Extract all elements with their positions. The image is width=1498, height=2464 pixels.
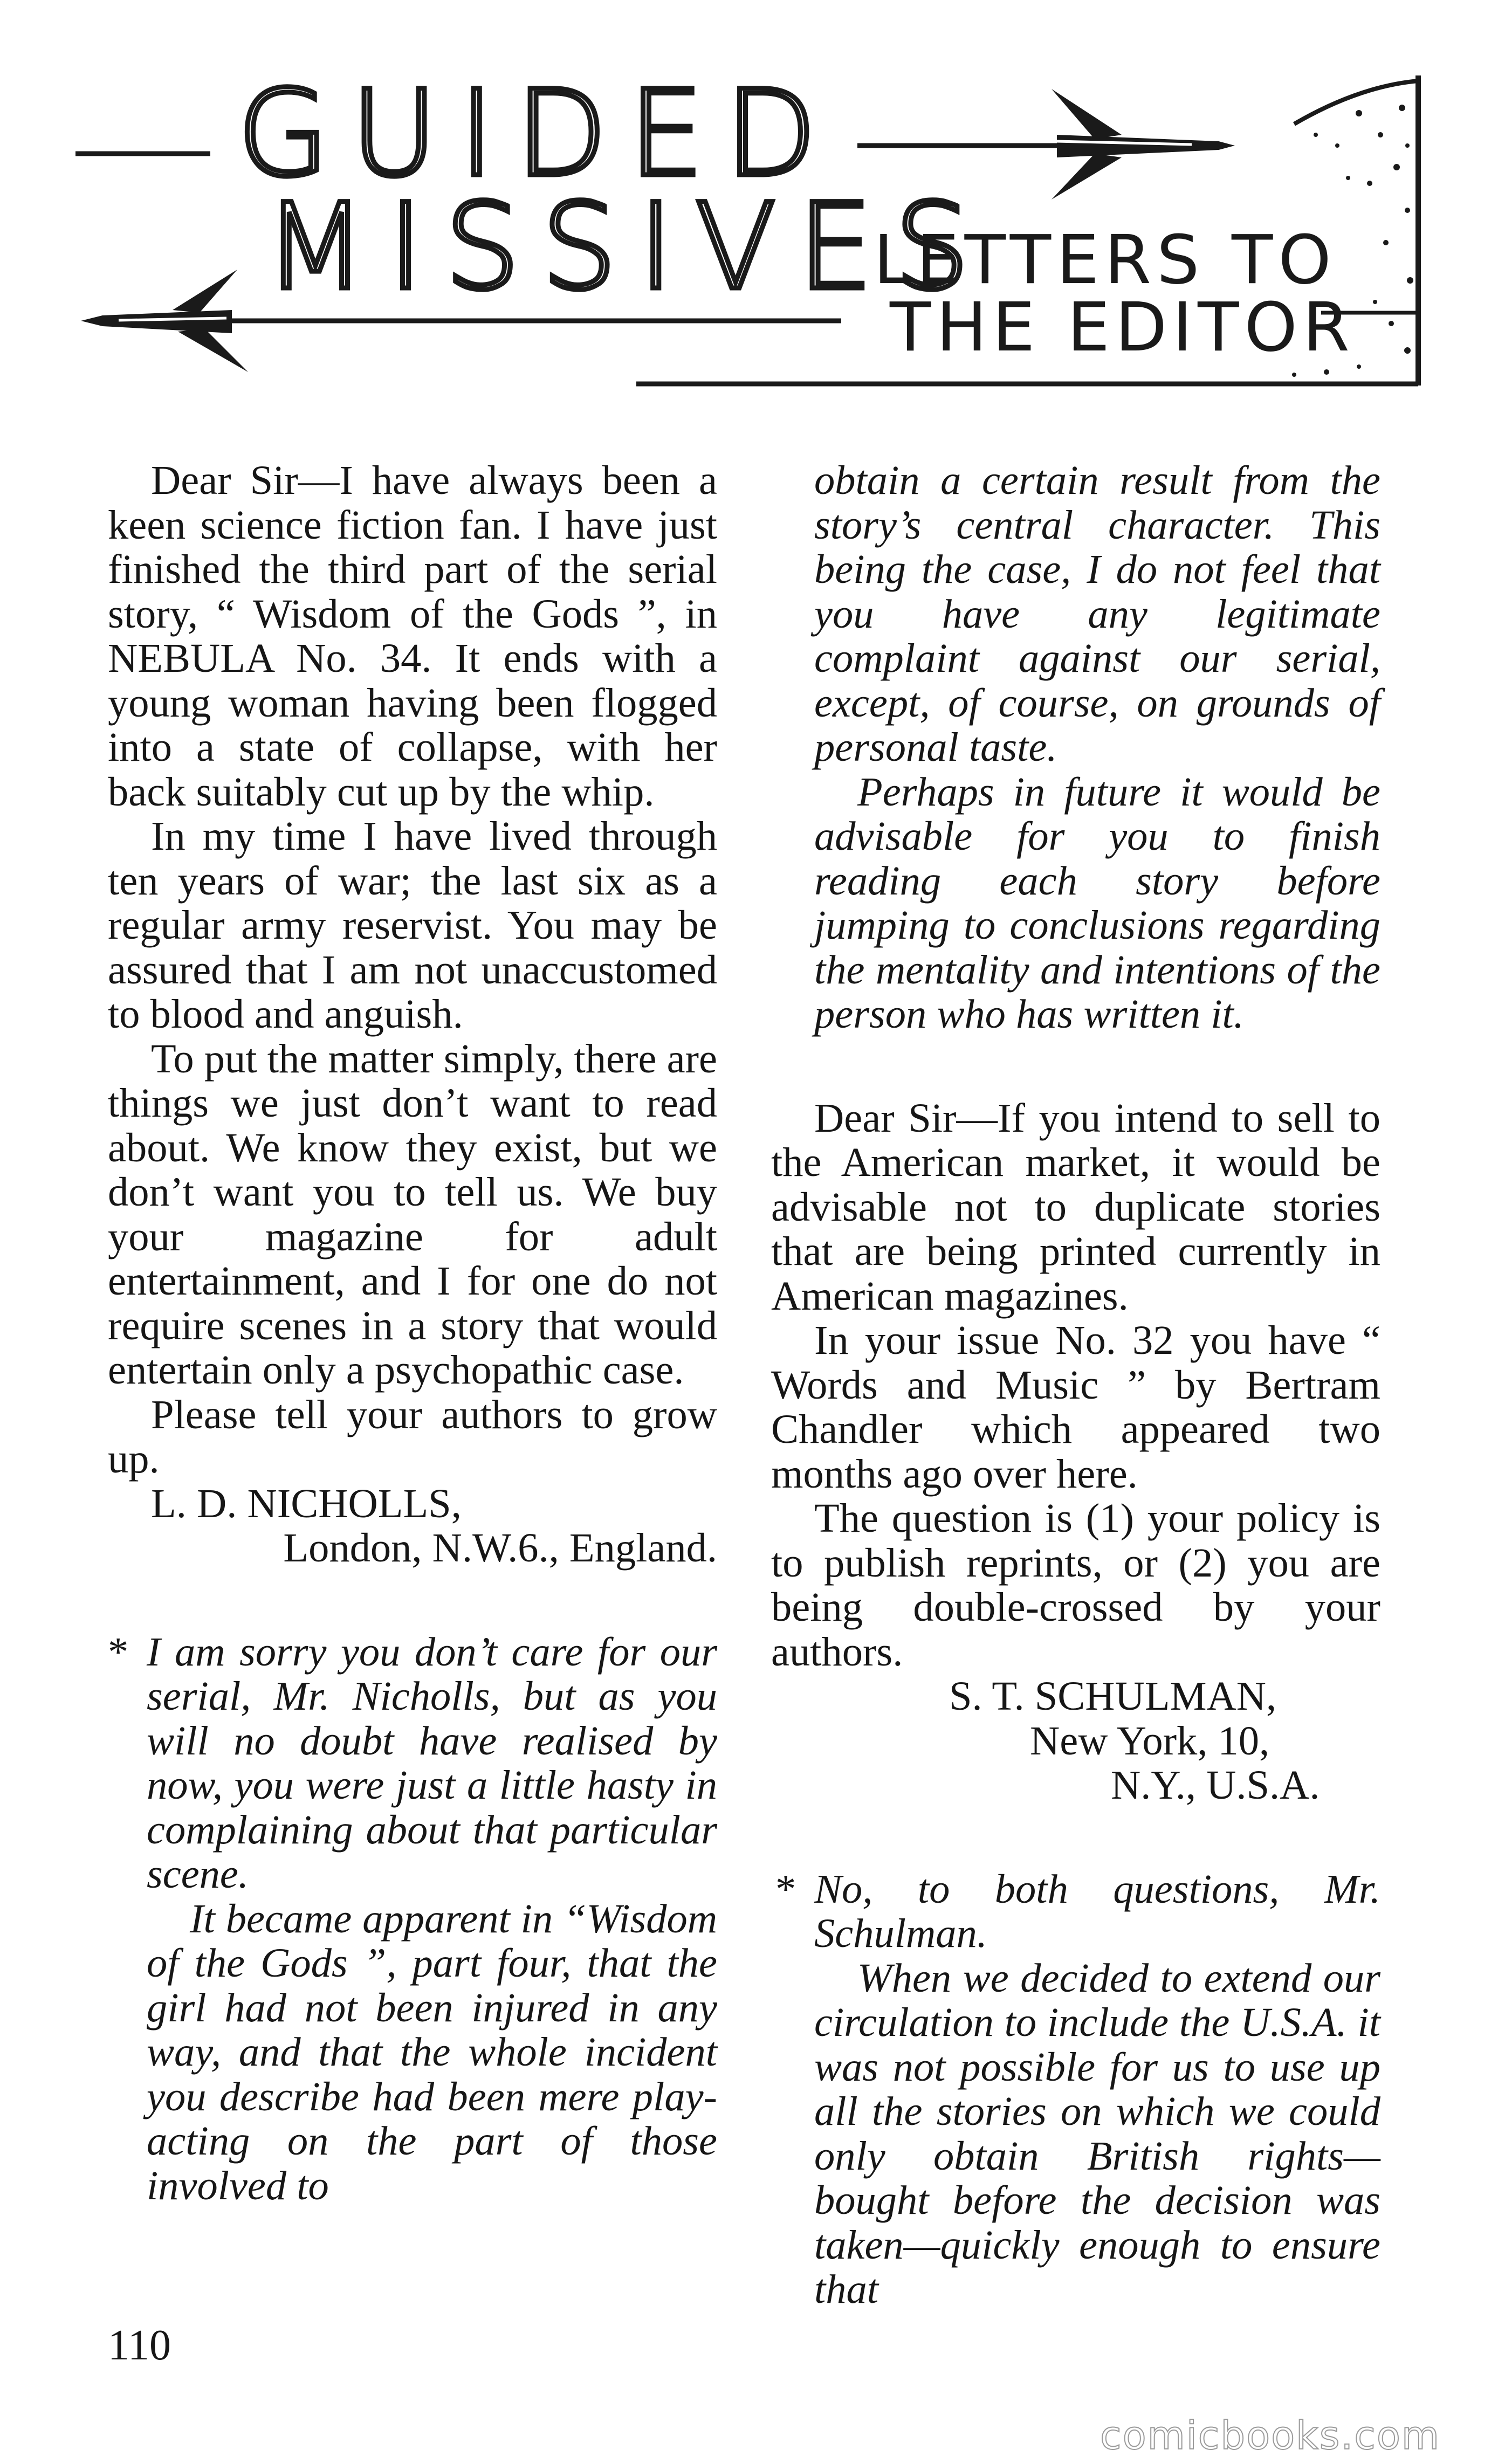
header-banner [0, 0, 1498, 410]
letter-signature-name: L. D. NICHOLLS, [151, 1480, 462, 1526]
subtitle-the-editor: THE EDITOR [890, 288, 1355, 367]
editor-reply-paragraph: When we decided to extend our circulation to include the U.S.A. it was not possible for us to use up all the stories on which we could only obtain British rights—bought before the decision was taken—quickly enough to ensure that [814, 1954, 1380, 2312]
editor-reply [771, 1867, 1380, 1956]
watermark-logo: comicbooks.com [1100, 2413, 1441, 2458]
letter-signature-place: N.Y., U.S.A. [1111, 1762, 1320, 1808]
editor-reply-paragraph: Perhaps in future it would be advisable for you to finish reading each story before jumping to conclusions regarding the mentality and intentions of the person who has written it. [814, 768, 1380, 1037]
letter-paragraph: Dear Sir—I have always been a keen science fiction fan. I have just finished the third part of the serial story, “ Wisdom of the Gods ”, in NEBULA No. 34. It ends with a young woman having been flogged into a state of collapse, with her back suitably cut up by the whip. [108, 457, 717, 815]
letter-paragraph: Dear Sir—If you intend to sell to the American market, it would be advisable not to duplicate stories that are being printed currently in American magazines. [771, 1095, 1380, 1319]
right-column [771, 458, 1380, 2312]
letter-paragraph: The question is (1) your policy is to publish reprints, or (2) you are being double-crossed by your authors. [771, 1495, 1380, 1675]
left-column [108, 458, 717, 2208]
editor-reply [108, 1630, 717, 1897]
subtitle-letters-to: LETTERS TO [874, 221, 1337, 299]
title-missives: MISSIVES [264, 178, 992, 316]
reply-star-icon: * [108, 1628, 129, 1675]
title-guided: GUIDED [237, 65, 839, 203]
editor-reply-paragraph: It became apparent in “Wisdom of the Gods ”, part four, that the girl had not been injured in any way, and that the whole incident you describe had been mere play-acting on the part of those involved to [147, 1895, 717, 2208]
letter-paragraph: In my time I have lived through ten years of war; the last six as a regular army reservist. You may be assured that I am not unaccustomed to blood and anguish. [108, 813, 717, 1037]
editor-reply-text: I am sorry you don’t care for our serial, Mr. Nicholls, but as you will no doubt have realised by now, you were just a little hasty in complaining about that particular scene. [147, 1628, 717, 1897]
editor-reply-text: No, to both questions, Mr. Schulman. [814, 1866, 1380, 1956]
letter-signature-place: New York, 10, [1030, 1717, 1270, 1764]
missile-left-icon [81, 270, 248, 372]
letter-paragraph: To put the matter simply, there are things we just don’t want to read about. We know they exist, but we don’t want you to tell us. We buy your magazine for adult entertainment, and I for one do not require scenes in a story that would entertain only a psychopathic case. [108, 1035, 717, 1393]
letter-paragraph: In your issue No. 32 you have “ Words and Music ” by Bertram Chandler which appeared two months ago over here. [771, 1317, 1380, 1497]
editor-reply-paragraph: obtain a certain result from the story’s central character. This being the case, I do not feel that you have any legitimate complaint against our serial, except, of course, on grounds of personal taste. [814, 457, 1380, 770]
reply-star-icon: * [775, 1866, 796, 1912]
missile-right-icon [1052, 89, 1235, 199]
letter-paragraph: Please tell your authors to grow up. [108, 1391, 717, 1482]
letter-signature-name: S. T. SCHULMAN, [949, 1673, 1277, 1719]
letter-signature-place: London, N.W.6., England. [283, 1525, 717, 1571]
page-number: 110 [108, 2322, 171, 2369]
